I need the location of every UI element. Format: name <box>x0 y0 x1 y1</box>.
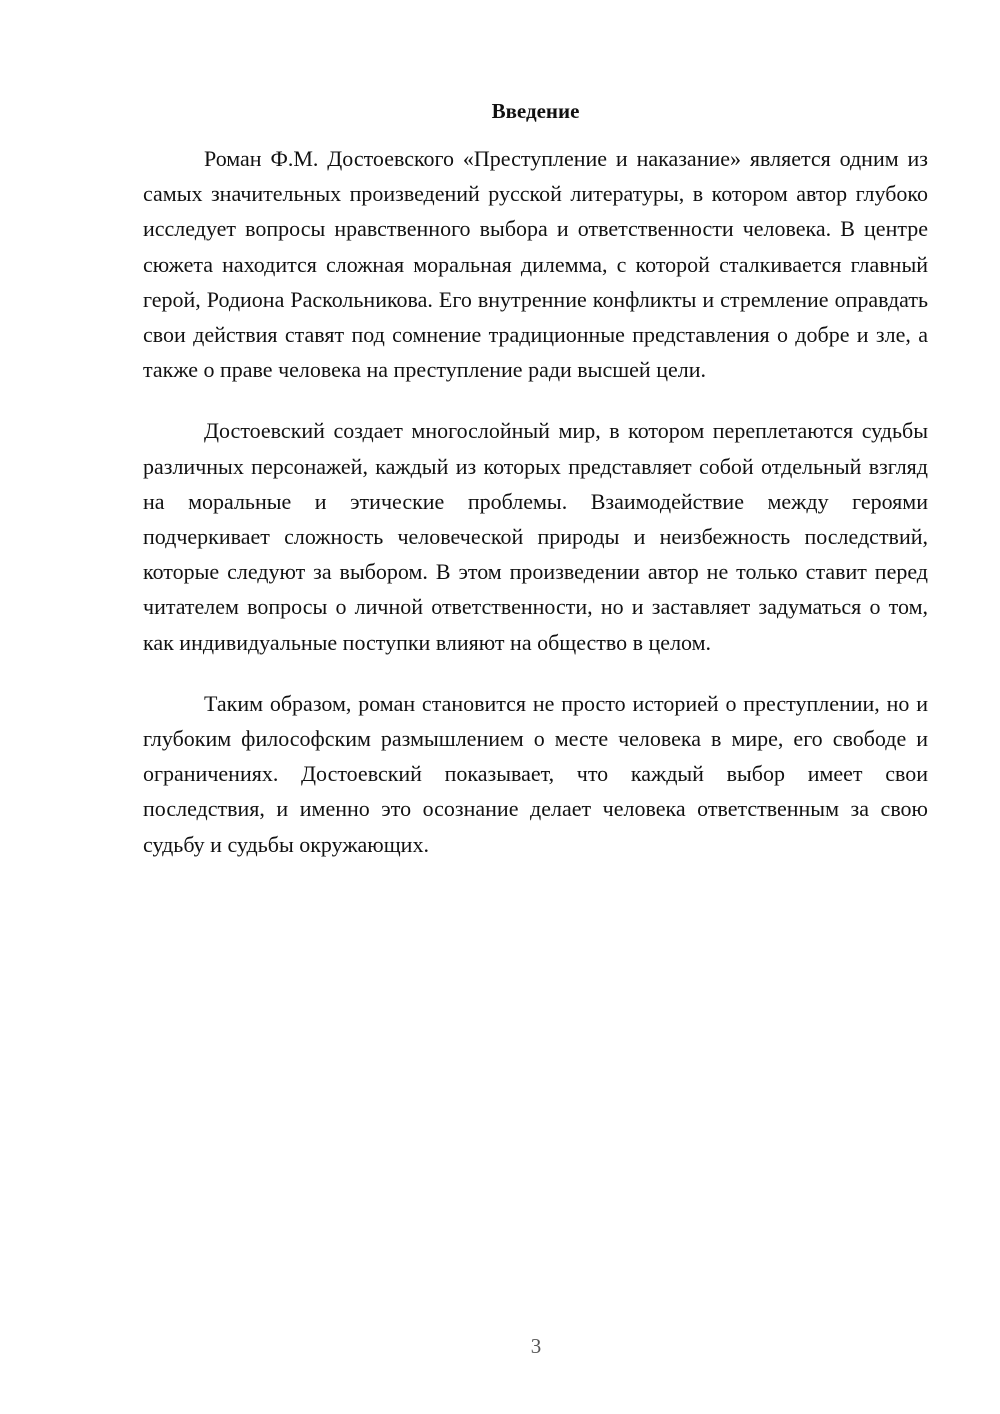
body-text <box>143 141 928 888</box>
paragraph-3: Таким образом, роман становится не просто историей о преступлении, но и глубоким философским размышлением о месте человека в мире, его свободе и ограничениях. Достоевский показывает, что каждый выбор имеет свои последствия, и именно это осознание делает человека ответственным за свою судьбу и судьбы окружающих. <box>143 690 928 857</box>
page-number: 3 <box>530 1334 542 1358</box>
section-title: Введение <box>491 99 580 123</box>
paragraph-2: Достоевский создает многослойный мир, в котором переплетаются судьбы различных персонажей, каждый из которых представляет собой отдельный взгляд на моральные и этические проблемы. Взаимодействие между героями подчеркивает сложность человеческой природы и неизбежность последствий, которые следуют за выбором. В этом произведении автор не только ставит перед читателем вопросы о личной ответственности, но и заставляет задуматься о том, как индивидуальные поступки влияют на общество в целом. <box>143 418 928 655</box>
paragraph-1: Роман Ф.М. Достоевского «Преступление и наказание» является одним из самых значительных произведений русской литературы, в котором автор глубоко исследует вопросы нравственного выбора и ответственности человека. В центре сюжета находится сложная моральная дилемма, с которой сталкивается главный герой, Родиона Раскольникова. Его внутренние конфликты и стремление оправдать свои действия ставят под сомнение традиционные представления о добре и зле, а также о праве человека на преступление ради высшей цели. <box>143 146 928 383</box>
